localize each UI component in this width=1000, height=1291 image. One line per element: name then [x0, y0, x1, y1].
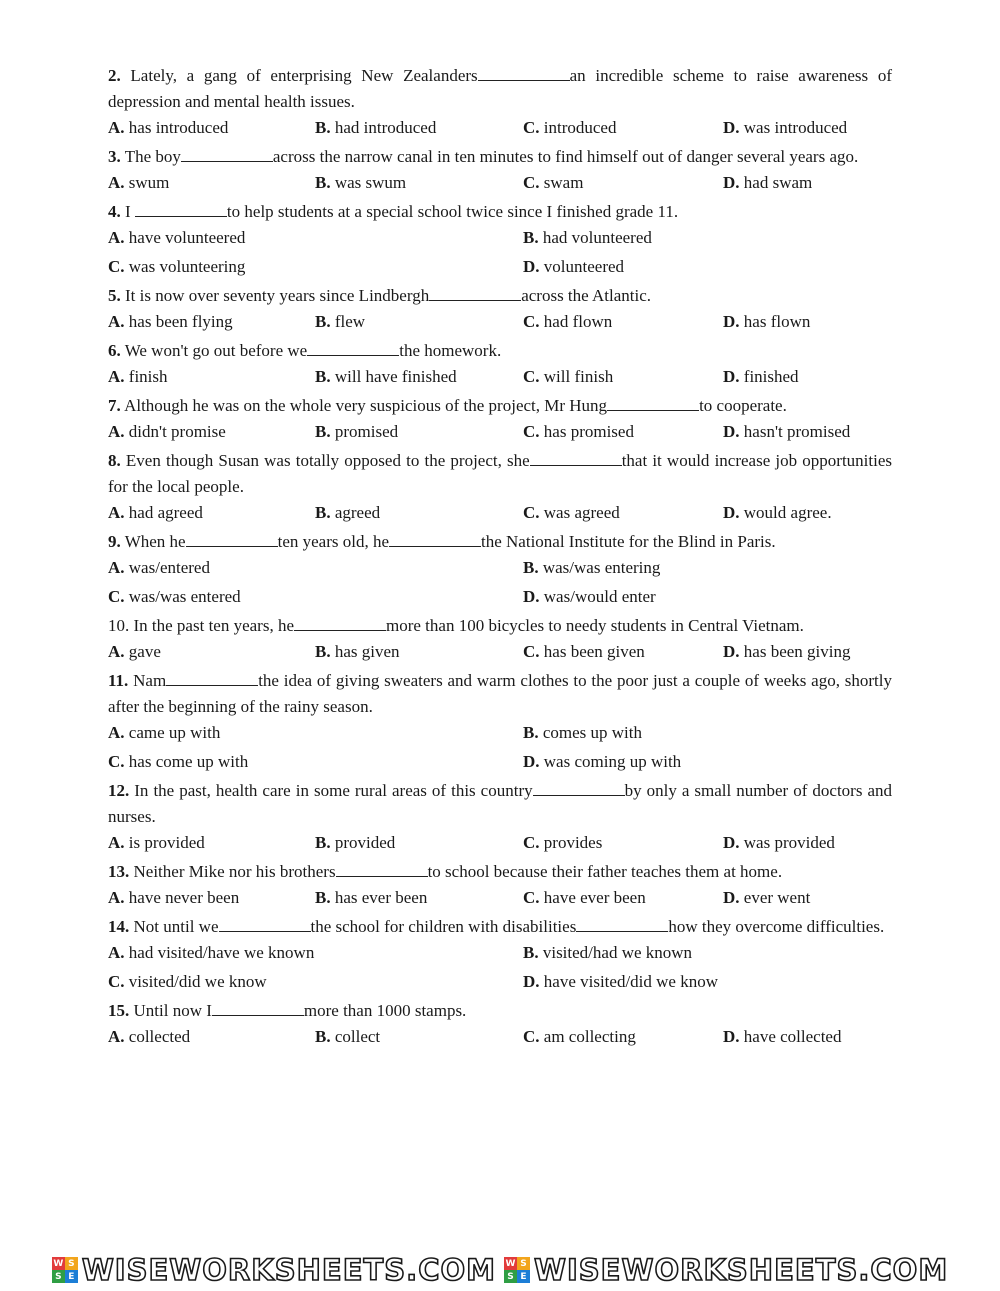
option-letter: D. — [723, 503, 740, 522]
question-14 — [108, 914, 892, 940]
answer-blank[interactable] — [389, 532, 481, 547]
answer-option[interactable] — [108, 830, 315, 856]
answer-option[interactable] — [315, 115, 523, 141]
option-letter: C. — [523, 503, 540, 522]
question-number: 15. — [108, 1001, 130, 1020]
question-text: In the past, health care in some rural areas of this country — [134, 781, 533, 800]
option-letter: B. — [315, 888, 331, 907]
question-text: The boy — [124, 147, 181, 166]
option-letter: C. — [523, 888, 540, 907]
option-letter: D. — [723, 1027, 740, 1046]
option-text: was/was entering — [542, 558, 661, 577]
option-letter: B. — [315, 1027, 331, 1046]
option-letter: A. — [108, 503, 125, 522]
answer-blank[interactable] — [181, 147, 273, 162]
option-text: have collected — [743, 1027, 842, 1046]
answer-option[interactable] — [108, 500, 315, 526]
question-text: Neither Mike nor his brothers — [133, 862, 336, 881]
answer-option[interactable] — [108, 309, 315, 335]
question-text: Nam — [133, 671, 167, 690]
answer-option[interactable] — [315, 419, 523, 445]
option-text: had swam — [743, 173, 813, 192]
brand-watermark — [52, 1253, 496, 1287]
answer-blank[interactable] — [219, 917, 311, 932]
option-text: provided — [334, 833, 396, 852]
option-letter: D. — [723, 888, 740, 907]
answer-option[interactable] — [108, 749, 523, 775]
answer-option[interactable] — [108, 555, 523, 581]
option-text: flew — [334, 312, 366, 331]
option-text: will finish — [543, 367, 614, 386]
answer-option[interactable] — [523, 364, 723, 390]
answer-option[interactable] — [723, 639, 892, 665]
option-text: has flown — [743, 312, 811, 331]
option-text: was agreed — [543, 503, 620, 522]
answer-option[interactable] — [723, 115, 892, 141]
question-text: Not until we — [133, 917, 219, 936]
option-text: was coming up with — [543, 752, 682, 771]
answer-option[interactable] — [723, 419, 892, 445]
option-text: visited/had we known — [542, 943, 693, 962]
option-text: collected — [128, 1027, 191, 1046]
answer-option[interactable] — [523, 940, 892, 966]
option-letter: D. — [523, 752, 540, 771]
option-letter: C. — [523, 367, 540, 386]
question-number: 5. — [108, 286, 121, 305]
footer-watermark — [0, 1252, 1000, 1288]
answer-blank[interactable] — [212, 1001, 304, 1016]
options-row — [108, 364, 892, 390]
question-number: 12. — [108, 781, 130, 800]
answer-blank[interactable] — [576, 917, 668, 932]
answer-option[interactable] — [108, 885, 315, 911]
question-11 — [108, 668, 892, 720]
question-4 — [108, 199, 892, 225]
answer-option[interactable] — [108, 720, 523, 746]
answer-option[interactable] — [523, 830, 723, 856]
options-row — [108, 584, 892, 610]
option-text: had agreed — [128, 503, 203, 522]
answer-option[interactable] — [523, 720, 892, 746]
answer-option[interactable] — [108, 225, 523, 251]
option-text: introduced — [543, 118, 617, 137]
options-row — [108, 254, 892, 280]
option-text: has been flying — [128, 312, 233, 331]
option-text: had visited/have we known — [128, 943, 315, 962]
question-text: Until now I — [133, 1001, 212, 1020]
question-number: 7. — [108, 396, 121, 415]
option-text: am collecting — [543, 1027, 636, 1046]
question-9 — [108, 529, 892, 555]
options-row — [108, 885, 892, 911]
option-text: would agree. — [743, 503, 832, 522]
option-letter: A. — [108, 118, 125, 137]
option-letter: B. — [523, 558, 539, 577]
brand-watermark — [504, 1253, 948, 1287]
option-letter: D. — [723, 422, 740, 441]
option-text: have ever been — [543, 888, 646, 907]
option-letter: A. — [108, 1027, 125, 1046]
option-letter: B. — [315, 173, 331, 192]
option-text: volunteered — [543, 257, 625, 276]
answer-blank[interactable] — [533, 781, 625, 796]
question-13 — [108, 859, 892, 885]
option-letter: B. — [315, 422, 331, 441]
option-text: have volunteered — [128, 228, 246, 247]
options-row — [108, 830, 892, 856]
option-letter: D. — [523, 587, 540, 606]
answer-option[interactable] — [723, 885, 892, 911]
question-text: more than 100 bicycles to needy students in Central Vietnam. — [386, 616, 804, 635]
answer-option[interactable] — [108, 419, 315, 445]
answer-option[interactable] — [315, 1024, 523, 1050]
question-number: 13. — [108, 862, 130, 881]
question-number: 11. — [108, 671, 129, 690]
question-number: 14. — [108, 917, 130, 936]
options-row — [108, 720, 892, 746]
option-text: was introduced — [743, 118, 848, 137]
question-text: to cooperate. — [699, 396, 787, 415]
option-text: was/would enter — [543, 587, 656, 606]
answer-option[interactable] — [523, 419, 723, 445]
answer-option[interactable] — [108, 639, 315, 665]
answer-option[interactable] — [523, 225, 892, 251]
worksheet — [108, 63, 892, 1053]
option-letter: C. — [108, 587, 125, 606]
option-text: swum — [128, 173, 170, 192]
answer-option[interactable] — [523, 500, 723, 526]
answer-blank[interactable] — [307, 341, 399, 356]
option-letter: C. — [108, 257, 125, 276]
answer-blank[interactable] — [478, 66, 570, 81]
option-letter: A. — [108, 943, 125, 962]
question-text: We won't go out before we — [124, 341, 308, 360]
question-12 — [108, 778, 892, 830]
question-text: ten years old, he — [277, 532, 389, 551]
question-text: across the narrow canal in ten minutes to find himself out of danger several years ago. — [272, 147, 859, 166]
option-text: swam — [543, 173, 584, 192]
answer-option[interactable] — [523, 115, 723, 141]
option-letter: C. — [108, 972, 125, 991]
option-letter: C. — [523, 1027, 540, 1046]
answer-option[interactable] — [108, 115, 315, 141]
answer-option[interactable] — [723, 364, 892, 390]
option-text: have visited/did we know — [543, 972, 718, 991]
option-letter: A. — [108, 228, 125, 247]
options-row — [108, 749, 892, 775]
option-letter: A. — [108, 642, 125, 661]
option-letter: A. — [108, 367, 125, 386]
option-text: had flown — [543, 312, 613, 331]
option-text: comes up with — [542, 723, 642, 742]
question-text: Lately, a gang of enterprising New Zealanders — [130, 66, 478, 85]
question-text: how they overcome difficulties. — [668, 917, 885, 936]
question-text: When he — [124, 532, 186, 551]
answer-option[interactable] — [523, 254, 892, 280]
question-text: by only a small number of doctors and nurses. — [108, 781, 892, 826]
question-number: 6. — [108, 341, 121, 360]
question-number: 8. — [108, 451, 121, 470]
option-text: provides — [543, 833, 603, 852]
option-letter: C. — [523, 312, 540, 331]
answer-option[interactable] — [315, 364, 523, 390]
option-letter: C. — [523, 422, 540, 441]
answer-option[interactable] — [315, 170, 523, 196]
question-number: 3. — [108, 147, 121, 166]
option-text: finished — [743, 367, 799, 386]
option-letter: B. — [315, 642, 331, 661]
options-row — [108, 969, 892, 995]
option-letter: B. — [523, 723, 539, 742]
option-text: finish — [128, 367, 168, 386]
option-letter: B. — [523, 943, 539, 962]
option-text: is provided — [128, 833, 205, 852]
answer-option[interactable] — [523, 969, 892, 995]
question-text: It is now over seventy years since Lindbergh — [125, 286, 430, 305]
question-text: more than 1000 stamps. — [303, 1001, 467, 1020]
option-letter: D. — [523, 257, 540, 276]
answer-blank[interactable] — [294, 616, 386, 631]
answer-option[interactable] — [523, 170, 723, 196]
question-text: I — [125, 202, 135, 221]
options-row — [108, 1024, 892, 1050]
answer-blank[interactable] — [530, 451, 622, 466]
options-row — [108, 419, 892, 445]
option-letter: B. — [315, 312, 331, 331]
options-row — [108, 639, 892, 665]
option-text: visited/did we know — [128, 972, 267, 991]
question-text: to help students at a special school twice since I finished grade 11. — [226, 202, 679, 221]
option-letter: D. — [723, 118, 740, 137]
question-5 — [108, 283, 892, 309]
option-letter: B. — [315, 367, 331, 386]
option-letter: D. — [723, 367, 740, 386]
option-text: came up with — [128, 723, 221, 742]
option-text: gave — [128, 642, 161, 661]
question-2 — [108, 63, 892, 115]
option-text: collect — [334, 1027, 381, 1046]
question-text: across the Atlantic. — [521, 286, 652, 305]
answer-option[interactable] — [523, 885, 723, 911]
answer-blank[interactable] — [429, 286, 521, 301]
option-letter: D. — [523, 972, 540, 991]
answer-option[interactable] — [315, 309, 523, 335]
answer-option[interactable] — [108, 254, 523, 280]
answer-option[interactable] — [523, 639, 723, 665]
option-letter: C. — [523, 173, 540, 192]
answer-blank[interactable] — [607, 396, 699, 411]
answer-option[interactable] — [108, 969, 523, 995]
option-text: have never been — [128, 888, 240, 907]
answer-option[interactable] — [523, 749, 892, 775]
brand-text: WISEWORKSHEETS.COM — [534, 1253, 949, 1287]
answer-option[interactable] — [723, 170, 892, 196]
answer-option[interactable] — [315, 830, 523, 856]
question-text: the school for children with disabilities — [310, 917, 577, 936]
question-10 — [108, 613, 892, 639]
option-text: was volunteering — [128, 257, 246, 276]
options-row — [108, 555, 892, 581]
question-text: that it would increase job opportunities for the local people. — [108, 451, 893, 496]
option-letter: A. — [108, 833, 125, 852]
answer-option[interactable] — [108, 584, 523, 610]
options-row — [108, 115, 892, 141]
answer-option[interactable] — [108, 170, 315, 196]
answer-option[interactable] — [523, 1024, 723, 1050]
option-text: hasn't promised — [743, 422, 851, 441]
option-text: was/was entered — [128, 587, 241, 606]
option-letter: A. — [108, 723, 125, 742]
option-letter: D. — [723, 833, 740, 852]
question-text: Even though Susan was totally opposed to the project, she — [125, 451, 530, 470]
question-6 — [108, 338, 892, 364]
option-letter: A. — [108, 173, 125, 192]
answer-option[interactable] — [523, 555, 892, 581]
option-text: has given — [334, 642, 400, 661]
brand-text: WISEWORKSHEETS.COM — [81, 1253, 496, 1287]
logo-icon: W S S E — [52, 1257, 78, 1283]
answer-option[interactable] — [723, 1024, 892, 1050]
answer-option[interactable] — [723, 830, 892, 856]
option-text: has been given — [543, 642, 645, 661]
option-letter: B. — [315, 118, 331, 137]
option-letter: A. — [108, 558, 125, 577]
question-text: the idea of giving sweaters and warm clothes to the poor just a couple of weeks ago, shortly after the beginning of the rainy season. — [108, 671, 892, 716]
option-text: had volunteered — [542, 228, 652, 247]
answer-option[interactable] — [723, 500, 892, 526]
options-row — [108, 225, 892, 251]
option-letter: A. — [108, 888, 125, 907]
option-letter: D. — [723, 173, 740, 192]
option-text: promised — [334, 422, 399, 441]
answer-option[interactable] — [723, 309, 892, 335]
question-15 — [108, 998, 892, 1024]
question-text: the National Institute for the Blind in Paris. — [481, 532, 776, 551]
answer-blank[interactable] — [336, 862, 428, 877]
question-3 — [108, 144, 892, 170]
option-text: ever went — [743, 888, 811, 907]
answer-option[interactable] — [315, 500, 523, 526]
answer-blank[interactable] — [135, 202, 227, 217]
question-number: 10. — [108, 616, 130, 635]
question-7 — [108, 393, 892, 419]
options-row — [108, 500, 892, 526]
option-text: was swum — [334, 173, 407, 192]
option-letter: C. — [523, 118, 540, 137]
option-text: has ever been — [334, 888, 428, 907]
answer-option[interactable] — [523, 584, 892, 610]
answer-option[interactable] — [108, 940, 523, 966]
option-text: has come up with — [128, 752, 249, 771]
answer-blank[interactable] — [186, 532, 278, 547]
option-text: was/entered — [128, 558, 210, 577]
option-letter: A. — [108, 422, 125, 441]
option-text: has been giving — [743, 642, 851, 661]
answer-option[interactable] — [315, 639, 523, 665]
option-text: agreed — [334, 503, 381, 522]
question-text: In the past ten years, he — [133, 616, 294, 635]
option-letter: D. — [723, 642, 740, 661]
option-text: had introduced — [334, 118, 437, 137]
answer-option[interactable] — [523, 309, 723, 335]
option-text: has promised — [543, 422, 634, 441]
question-text: the homework. — [399, 341, 502, 360]
option-letter: B. — [523, 228, 539, 247]
question-text: an incredible scheme to raise awareness of depression and mental health issues. — [108, 66, 892, 111]
option-letter: C. — [108, 752, 125, 771]
question-number: 9. — [108, 532, 121, 551]
answer-option[interactable] — [108, 1024, 315, 1050]
options-row — [108, 940, 892, 966]
option-letter: C. — [523, 833, 540, 852]
options-row — [108, 309, 892, 335]
option-text: didn't promise — [128, 422, 226, 441]
option-letter: B. — [315, 503, 331, 522]
options-row — [108, 170, 892, 196]
question-number: 4. — [108, 202, 121, 221]
option-letter: C. — [523, 642, 540, 661]
option-text: was provided — [743, 833, 835, 852]
logo-icon: W S S E — [504, 1257, 530, 1283]
option-letter: A. — [108, 312, 125, 331]
question-text: Although he was on the whole very suspicious of the project, Mr Hung — [124, 396, 608, 415]
question-number: 2. — [108, 66, 121, 85]
option-text: will have finished — [334, 367, 457, 386]
option-letter: B. — [315, 833, 331, 852]
answer-option[interactable] — [108, 364, 315, 390]
question-8 — [108, 448, 892, 500]
answer-blank[interactable] — [166, 671, 258, 686]
option-letter: D. — [723, 312, 740, 331]
answer-option[interactable] — [315, 885, 523, 911]
question-text: to school because their father teaches them at home. — [427, 862, 783, 881]
option-text: has introduced — [128, 118, 229, 137]
